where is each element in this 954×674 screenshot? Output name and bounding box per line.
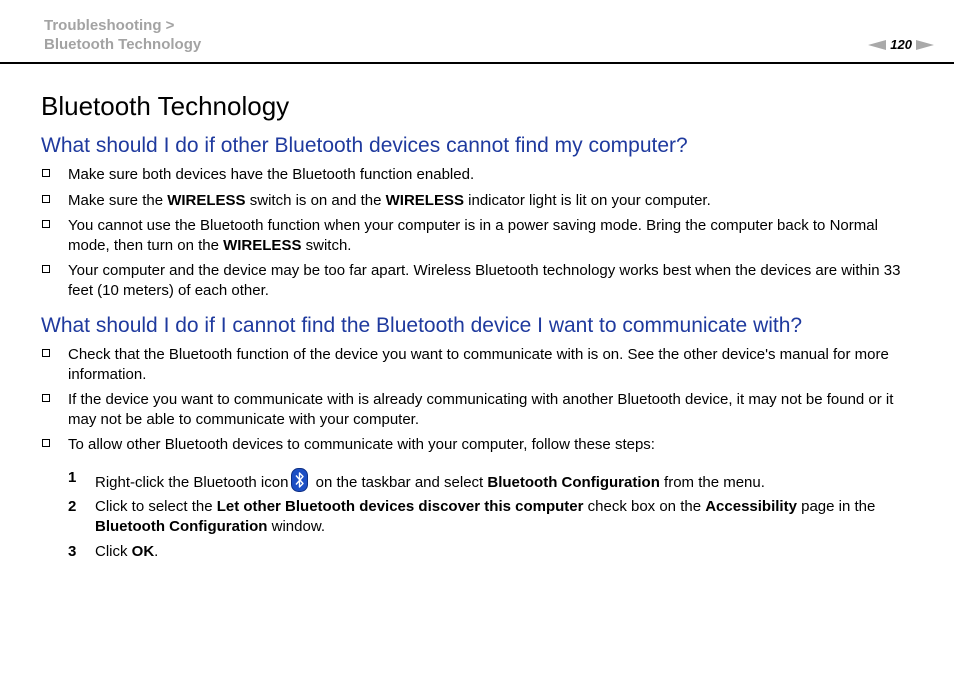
breadcrumb-current[interactable]: Bluetooth Technology	[44, 36, 202, 53]
step-text: window.	[267, 517, 326, 535]
list-item	[41, 345, 916, 384]
step-text: Click	[95, 543, 132, 560]
ok-term: OK	[131, 543, 155, 560]
step-number: 1	[68, 468, 77, 486]
list-item	[41, 165, 916, 185]
bluetooth-configuration-term: Bluetooth Configuration	[95, 517, 268, 535]
step-item	[68, 497, 916, 536]
steps-list	[41, 468, 916, 562]
page-navigator	[868, 37, 934, 52]
page-title: Bluetooth Technology	[41, 91, 290, 121]
list-item-text: To allow other Bluetooth devices to communicate with your computer, follow these steps:	[68, 436, 655, 453]
step-item	[68, 542, 916, 562]
wireless-term: WIRELESS	[167, 191, 246, 209]
checkbox-bullet-icon	[42, 439, 50, 447]
discover-checkbox-term: Let other Bluetooth devices discover this computer	[216, 498, 584, 515]
section2-list	[41, 345, 916, 455]
breadcrumb	[44, 16, 201, 54]
list-item	[41, 435, 916, 455]
list-item-text: Check that the Bluetooth function of the device you want to communicate with is on. See the other device's manual for more information.	[68, 346, 889, 383]
step-text: page in the	[796, 498, 876, 515]
list-item-text: switch.	[301, 236, 352, 254]
main-content	[41, 90, 916, 562]
step-text: from the menu.	[659, 473, 765, 491]
checkbox-bullet-icon	[42, 349, 50, 357]
section-heading-devices-cannot-find: What should I do if other Bluetooth devices cannot find my computer?	[41, 134, 688, 157]
section1-list	[41, 165, 916, 300]
list-item-text: Make sure the	[68, 191, 168, 209]
page-number: 120	[890, 37, 912, 52]
breadcrumb-link-troubleshooting[interactable]: Troubleshooting >	[44, 17, 175, 34]
bluetooth-configuration-term: Bluetooth Configuration	[487, 473, 660, 491]
list-item	[41, 390, 916, 429]
step-text: Click to select the	[95, 498, 217, 515]
wireless-term: WIRELESS	[385, 191, 464, 209]
checkbox-bullet-icon	[42, 169, 50, 177]
list-item-text: Make sure both devices have the Bluetooth function enabled.	[68, 166, 475, 183]
step-text: .	[154, 543, 159, 560]
checkbox-bullet-icon	[42, 265, 50, 273]
section-heading-cannot-find-device: What should I do if I cannot find the Bluetooth device I want to communicate with?	[41, 314, 803, 337]
list-item-text: If the device you want to communicate with is already communicating with another Bluetooth device, it may not be found or it may not be able to communicate with your computer.	[68, 391, 894, 428]
step-text: Right-click the Bluetooth icon	[95, 473, 289, 491]
list-item-text: Your computer and the device may be too far apart. Wireless Bluetooth technology works best when the devices are within 33 feet (10 meters) of each other.	[68, 262, 901, 299]
list-item	[41, 216, 916, 255]
list-item-text: switch is on and the	[245, 191, 386, 209]
header-divider	[0, 62, 954, 64]
bluetooth-icon	[291, 468, 308, 492]
step-number: 3	[68, 543, 77, 560]
step-number: 2	[68, 498, 77, 515]
step-item	[68, 468, 916, 493]
list-item-text: indicator light is lit on your computer.	[463, 191, 711, 209]
accessibility-term: Accessibility	[705, 498, 797, 515]
checkbox-bullet-icon	[42, 195, 50, 203]
step-text: check box on the	[583, 498, 706, 515]
step-text: on the taskbar and select	[311, 473, 488, 491]
wireless-term: WIRELESS	[223, 236, 302, 254]
list-item	[41, 261, 916, 300]
list-item-text: You cannot use the Bluetooth function when your computer is in a power saving mode. Bring the computer back to Normal mode, then turn on the	[68, 217, 878, 254]
next-page-arrow-icon[interactable]	[916, 40, 934, 50]
checkbox-bullet-icon	[42, 220, 50, 228]
previous-page-arrow-icon[interactable]	[868, 40, 886, 50]
checkbox-bullet-icon	[42, 394, 50, 402]
list-item	[41, 191, 916, 211]
